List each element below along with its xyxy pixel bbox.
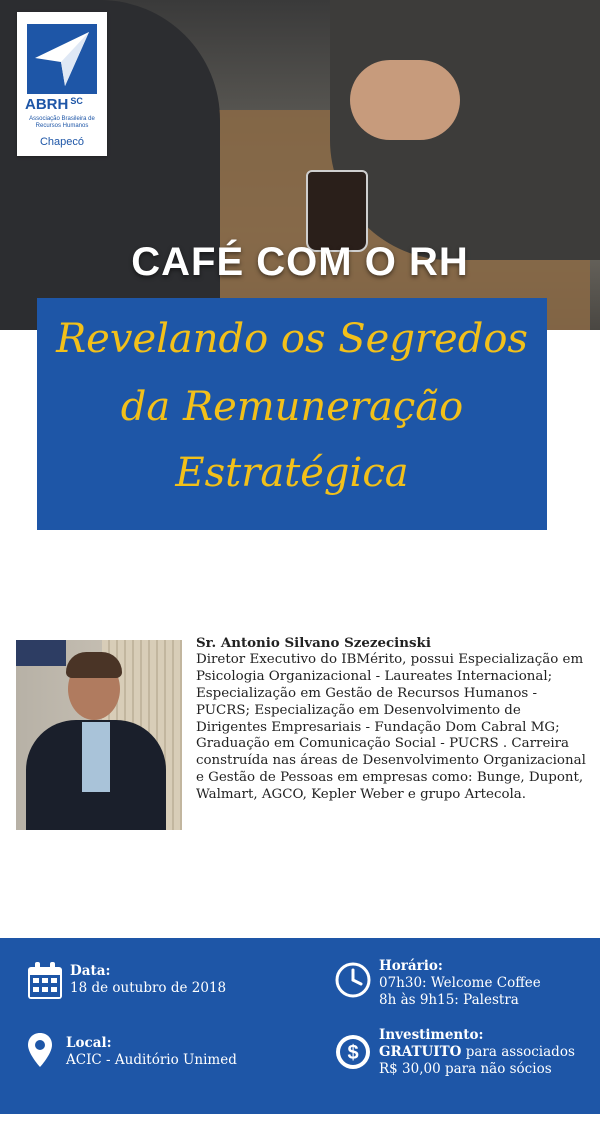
location-pin-icon xyxy=(27,1032,53,1068)
event-headline: CAFÉ COM O RH xyxy=(131,240,469,284)
date-label: Data: xyxy=(70,963,111,979)
event-title-box xyxy=(37,298,547,530)
date-value: 18 de outubro de 2018 xyxy=(70,980,227,996)
clock-icon xyxy=(335,962,371,998)
speaker-photo xyxy=(16,640,182,830)
title-line-2: da Remuneração xyxy=(120,384,464,430)
event-info-panel xyxy=(0,938,600,1114)
dollar-icon xyxy=(335,1034,371,1070)
price-free-rest: para associados xyxy=(461,1044,575,1060)
price-label: Investimento: xyxy=(379,1027,484,1043)
abrh-logo xyxy=(17,12,107,156)
logo-city: Chapecó xyxy=(39,136,85,148)
speaker-description: Diretor Executivo do IBMérito, possui Especialização em Psicologia Organizacional - Laureates Internacional; Especialização em Gestão de Recursos Humanos - PUCRS; Especialização em Desenvolvimento de Dirigentes Empresariais - Fundação Dom Cabral MG; Graduação em Comunicação Social - PUCRS . Carreira construída nas áreas de Desenvolvimento Organizacional e Gestão de Pessoas em empresas como: Bunge, Dupont, Walmart, AGCO, Kepler Weber e grupo Artecola. xyxy=(196,651,586,803)
title-line-3: Estratégica xyxy=(175,450,409,496)
calendar-icon xyxy=(27,962,63,1000)
price-line-2: R$ 30,00 para não sócios xyxy=(379,1061,552,1077)
title-line-1: Revelando os Segredos xyxy=(56,316,528,362)
logo-region: SC xyxy=(70,96,83,106)
logo-subtitle: Associação Brasileira de Recursos Humanos xyxy=(29,116,95,129)
handshake xyxy=(350,60,460,140)
place-value: ACIC - Auditório Unimed xyxy=(66,1052,237,1068)
svg-text:$: $ xyxy=(347,1042,359,1064)
time-line-2: 8h às 9h15: Palestra xyxy=(379,992,519,1008)
time-line-1: 07h30: Welcome Coffee xyxy=(379,975,541,991)
speaker-name: Sr. Antonio Silvano Szezecinski xyxy=(196,635,431,651)
logo-brand: ABRH xyxy=(25,96,69,113)
price-free: GRATUITO xyxy=(379,1044,462,1060)
time-label: Horário: xyxy=(379,958,443,974)
logo-arrow-icon xyxy=(27,24,97,94)
speaker-bio xyxy=(196,635,588,804)
place-label: Local: xyxy=(66,1035,112,1051)
